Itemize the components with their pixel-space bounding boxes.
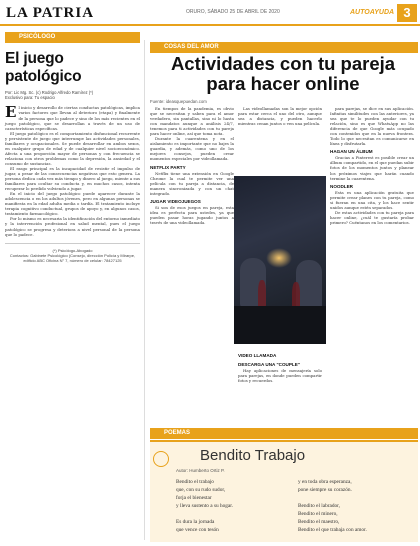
poem-line: forja el bienestar [176,495,212,501]
section-tag-psicologo: PSICÓLOGO [5,32,140,43]
poem-title: Bendito Trabajo [200,447,306,464]
newspaper-brand: LA PATRIA [6,5,95,21]
paragraph: El rasgo principal es la incapacidad de resistir el impulso de jugar, a pesar de las consecuencias negativas que esto genera. La persona dedica cada vez más tiempo y dinero al juego, miente a sus familiares para ocultar su conducta y, en muchos casos, intenta recuperar lo perdido volviendo a jugar. [5,165,140,192]
poem-line [176,510,233,518]
table [234,306,326,344]
contact-details: Contactos: Gabinete Psicológico (Consejo, dirección Policía y Mirarpe, edificio ABC Oficina N° 7, número de celular: 78427125 [9,252,136,263]
paragraph: Las videollamadas son la mejor opción para estar cerca el uno del otro, aunque sea a distancia, y pueden hacerlo mientras cenan juntos o ven una película. [238,106,322,127]
dateline: ORURO, SÁBADO 25 DE ABRIL DE 2020 [186,9,280,15]
paragraph: De estas actividades con tu pareja para hacer online, ¿cuál te gustaría probar primero? Cuéntanos en los comentarios. [330,209,414,225]
article-column-2b [238,350,322,383]
poem-line: Es dura la jornada [176,519,215,525]
paragraph: En tiempos de la pandemia, es obvio que se necesitan y saben para el amor verdadero, sin pantallas, sino ni lo hasta con mandatos aunque a análisis 24/7, tenemos para ti actividades con tu pareja para hacer online, así que toma nota. [150,106,234,137]
column-text [150,106,234,225]
section-name: AUTOAYUDA [350,9,395,16]
poem-line: Bendito el trabajo [176,479,214,485]
section-tag-cosas-del-amor: COSAS DEL AMOR [150,42,418,53]
poem-line: Bendito el que trabaja con amor. [298,527,367,533]
poem-line: Bendito el minero, [298,511,338,517]
poem-line: Bendito el maestro, [298,519,340,525]
poem-line: pone siempre su corazón. [298,487,352,493]
paragraph: Hay aplicaciones de mensajería solo para parejas, en donde pueden compartir fotos y recuerdos. [238,368,322,384]
page-number: 3 [397,4,417,22]
article-column-3 [330,106,414,225]
laptop-glow [266,248,292,268]
masthead [0,0,420,26]
subheading-netflix-party: NETFLIX PARTY [150,164,186,170]
article-headline: Actividades con tu pareja para hacer online [170,53,396,94]
column-text [238,353,322,383]
contact-title: (*) Psicólogo-Abogado [52,247,93,253]
subheading-couple: DESCARGA UNA "COUPLE" [238,362,300,367]
paragraph: Por lo mismo es necesaria la identificación del entorno inmediato y la intervención profesional en salud mental, pues el juego patológico se progresa y deteriora a nivel personal de la persona que lo padece. [5,216,140,237]
author-line: Por: Lic Mg. Sc. (c) Rodrigo Alfredo Ramírez (*) [5,90,94,95]
poem-line: Bendito el labrador, [298,503,341,509]
article-column-2 [238,106,322,126]
poem-stanza-left [176,478,233,534]
paragraph: Durante la cuarentena y en el aislamiento es importante que no bajes la guardia, y además, como uno de los mejores consejos, pueden crear momentos especiales por videollamada. [150,136,234,162]
paragraph: para parejas, se dice en sus aplicación. Infinitas similitudes con las anteriores, ya sea que te lo pueden ayudar con tu relación, sino es que WhatsApp no las diferencia de que Google más ocupado con contenidos que en la nueva frontera. Todo lo que necesitan es comunicarse en línea y disfrutarla. [330,106,414,147]
paragraph: Netflix tiene una extensión en Google Chrome la cual te permite ver una película con tu pareja a distancia, de manera sincronizada y con un chat integrado. [150,170,234,196]
paragraph: l inicio y desarrollo de ciertas conductas patológicas, implica varios factores que llevan al deterioro (etapa) y finalmente de la persona que lo padece y sino de los más recientes en el juego patológico, que se desarrollan a través de un uso de características específicas. [5,105,140,131]
article-byline [5,90,140,100]
paragraph: En el inicio del juego patológico puede aparecer durante la adolescencia o en los adultos jóvenes, pero en algunas personas se manifiesta en la edad adulta media o tardía. El tratamiento incluye terapia cognitivo conductual, grupos de apoyo y, en algunos casos, tratamiento farmacológico. [5,191,140,217]
poem-line: y lleva sustento a su hogar. [176,503,234,509]
article-title: El juego patológico [5,50,82,85]
poem-stanza-right [298,478,367,534]
poem-line: y en toda obra esperanza, [298,479,352,485]
subheading-video-llamada: VIDEO LLAMADA [238,353,277,358]
author-contact [5,243,140,263]
couple-video-call-photo [234,176,326,344]
subheading-videojuegos: JUGAR VIDEOJUEGOS [150,198,201,204]
poem-line: que, con su rudo sudor, [176,487,226,493]
article-body [5,105,140,236]
column-text [238,106,322,126]
subheading-noodler: NOODLER [330,183,353,189]
paragraph: El juego patológico es el comportamiento disfuncional recurrente y persistente de juego que interrumpe las actividades personales, familiares y ocupacionales. Se puede desarrollar en ambos sexos, en cualquier grupo de edad y de cualquier nivel socioeconómico. Afecta a una proporción mayor de personas y con frecuencia se relaciona con otros problemas como la depresión, la ansiedad y el consumo de sustancias. [5,130,140,166]
paragraph: Si son de esos juegos en pareja, esta idea es perfecta para ustedes, ya que pueden pasar horas jugando juntos a través de una videollamada. [150,204,234,225]
paragraph: Gracias a Pinterest es posible crear un álbum compartido, en el que puedan subir fotos de los momentos juntos y planear los próximos viajes que harán cuando termine la cuarentena. [330,155,414,181]
drop-cap: E [5,103,17,122]
poem-author: Autor: Humberto Ortiz P. [176,468,225,473]
poem-ornament-icon [153,451,169,467]
column-text [330,106,414,225]
poem-line: que vence con tesón [176,527,219,533]
column-divider [144,40,145,540]
subheading-album: HAGAN UN ÁLBUM [330,149,373,155]
paragraph: Esta es una aplicación gratuita que permite crear planes con tu pareja, como si fueran en una cita, y los hace sentir unidos aunque estén separados. [330,189,414,210]
article-column-1 [150,106,234,225]
section-tag-poemas: POEMAS [150,428,418,439]
poem-line [298,494,367,502]
credit-line: Exclusivo para: Tu espacio [5,95,55,101]
article-source: Fuente: ideasquepuedan.com [150,99,207,104]
article-psicologo [5,44,140,541]
